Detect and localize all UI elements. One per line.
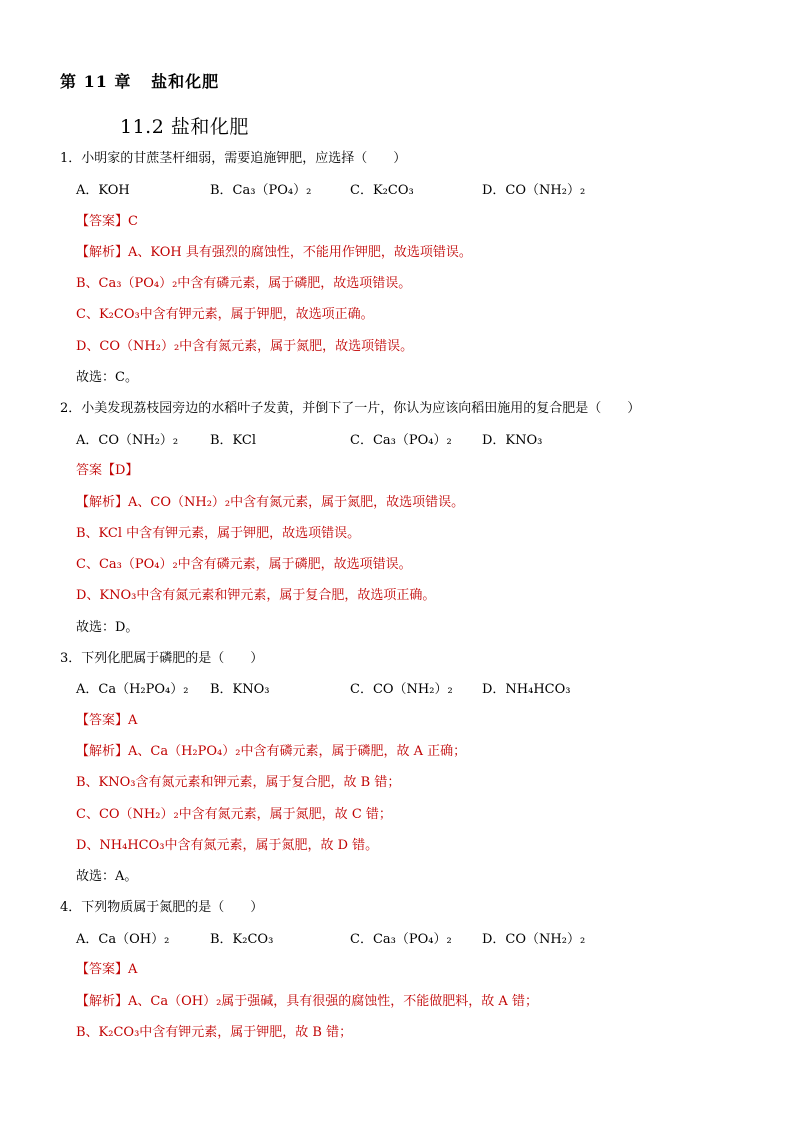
question-3-choice: 故选：A。 [76, 869, 138, 884]
question-3-analysis: C、CO（NH₂）₂中含有氮元素，属于氮肥，故 C 错； [76, 807, 392, 822]
option-d: D．KNO₃ [482, 433, 543, 448]
question-4-stem: 4．下列物质属于氮肥的是（ ） [60, 900, 264, 915]
question-3-analysis: B、KNO₃含有氮元素和钾元素，属于复合肥，故 B 错； [76, 775, 401, 790]
option-a: A．CO（NH₂）₂ [76, 433, 179, 448]
question-3-analysis: 【解析】A、Ca（H₂PO₄）₂中含有磷元素，属于磷肥，故 A 正确； [76, 744, 467, 759]
chapter-title: 第 11 章 盐和化肥 [60, 72, 220, 91]
question-4-options [76, 931, 756, 949]
option-c: C．CO（NH₂）₂ [350, 682, 453, 697]
question-1-options [76, 182, 756, 200]
question-1-analysis: 【解析】A、KOH 具有强烈的腐蚀性，不能用作钾肥，故选项错误。 [76, 245, 472, 260]
option-d: D．CO（NH₂）₂ [482, 932, 586, 947]
question-3-options [76, 681, 756, 699]
option-a: A．Ca（H₂PO₄）₂ [76, 682, 189, 697]
question-4-answer: 【答案】A [76, 962, 138, 977]
question-2-analysis: C、Ca₃（PO₄）₂中含有磷元素，属于磷肥，故选项错误。 [76, 557, 412, 572]
option-a: A．KOH [76, 183, 130, 198]
option-c: C．K₂CO₃ [350, 183, 414, 198]
question-2-stem: 2．小美发现荔枝园旁边的水稻叶子发黄，并倒下了一片，你认为应该向稻田施用的复合肥是（ ） [60, 401, 641, 416]
question-4-analysis: 【解析】A、Ca（OH）₂属于强碱，具有很强的腐蚀性，不能做肥料，故 A 错； [76, 994, 538, 1009]
question-4-analysis: B、K₂CO₃中含有钾元素，属于钾肥，故 B 错； [76, 1025, 353, 1040]
question-3-answer: 【答案】A [76, 713, 138, 728]
question-3-stem: 3．下列化肥属于磷肥的是（ ） [60, 651, 264, 666]
option-d: D．NH₄HCO₃ [482, 682, 571, 697]
option-b: B．KCl [210, 433, 257, 448]
option-a: A．Ca（OH）₂ [76, 932, 170, 947]
question-1-analysis: B、Ca₃（PO₄）₂中含有磷元素，属于磷肥，故选项错误。 [76, 276, 412, 291]
question-1-stem: 1．小明家的甘蔗茎杆细弱，需要追施钾肥，应选择（ ） [60, 151, 407, 166]
question-1-answer: 【答案】C [76, 214, 138, 229]
question-1-choice: 故选：C。 [76, 370, 138, 385]
option-b: B．KNO₃ [210, 682, 270, 697]
question-2-options [76, 432, 756, 450]
question-2-analysis: D、KNO₃中含有氮元素和钾元素，属于复合肥，故选项正确。 [76, 588, 436, 603]
question-3-analysis: D、NH₄HCO₃中含有氮元素，属于氮肥，故 D 错。 [76, 838, 379, 853]
option-c: C．Ca₃（PO₄）₂ [350, 433, 452, 448]
option-d: D．CO（NH₂）₂ [482, 183, 586, 198]
question-2-choice: 故选：D。 [76, 620, 139, 635]
question-2-analysis: B、KCl 中含有钾元素，属于钾肥，故选项错误。 [76, 526, 361, 541]
option-c: C．Ca₃（PO₄）₂ [350, 932, 452, 947]
section-title: 11.2 盐和化肥 [120, 116, 249, 138]
option-b: B．Ca₃（PO₄）₂ [210, 183, 312, 198]
question-1-analysis: C、K₂CO₃中含有钾元素，属于钾肥，故选项正确。 [76, 307, 374, 322]
question-2-analysis: 【解析】A、CO（NH₂）₂中含有氮元素，属于氮肥，故选项错误。 [76, 495, 465, 510]
option-b: B．K₂CO₃ [210, 932, 274, 947]
question-2-answer: 答案【D】 [76, 463, 139, 478]
question-1-analysis: D、CO（NH₂）₂中含有氮元素，属于氮肥，故选项错误。 [76, 339, 414, 354]
